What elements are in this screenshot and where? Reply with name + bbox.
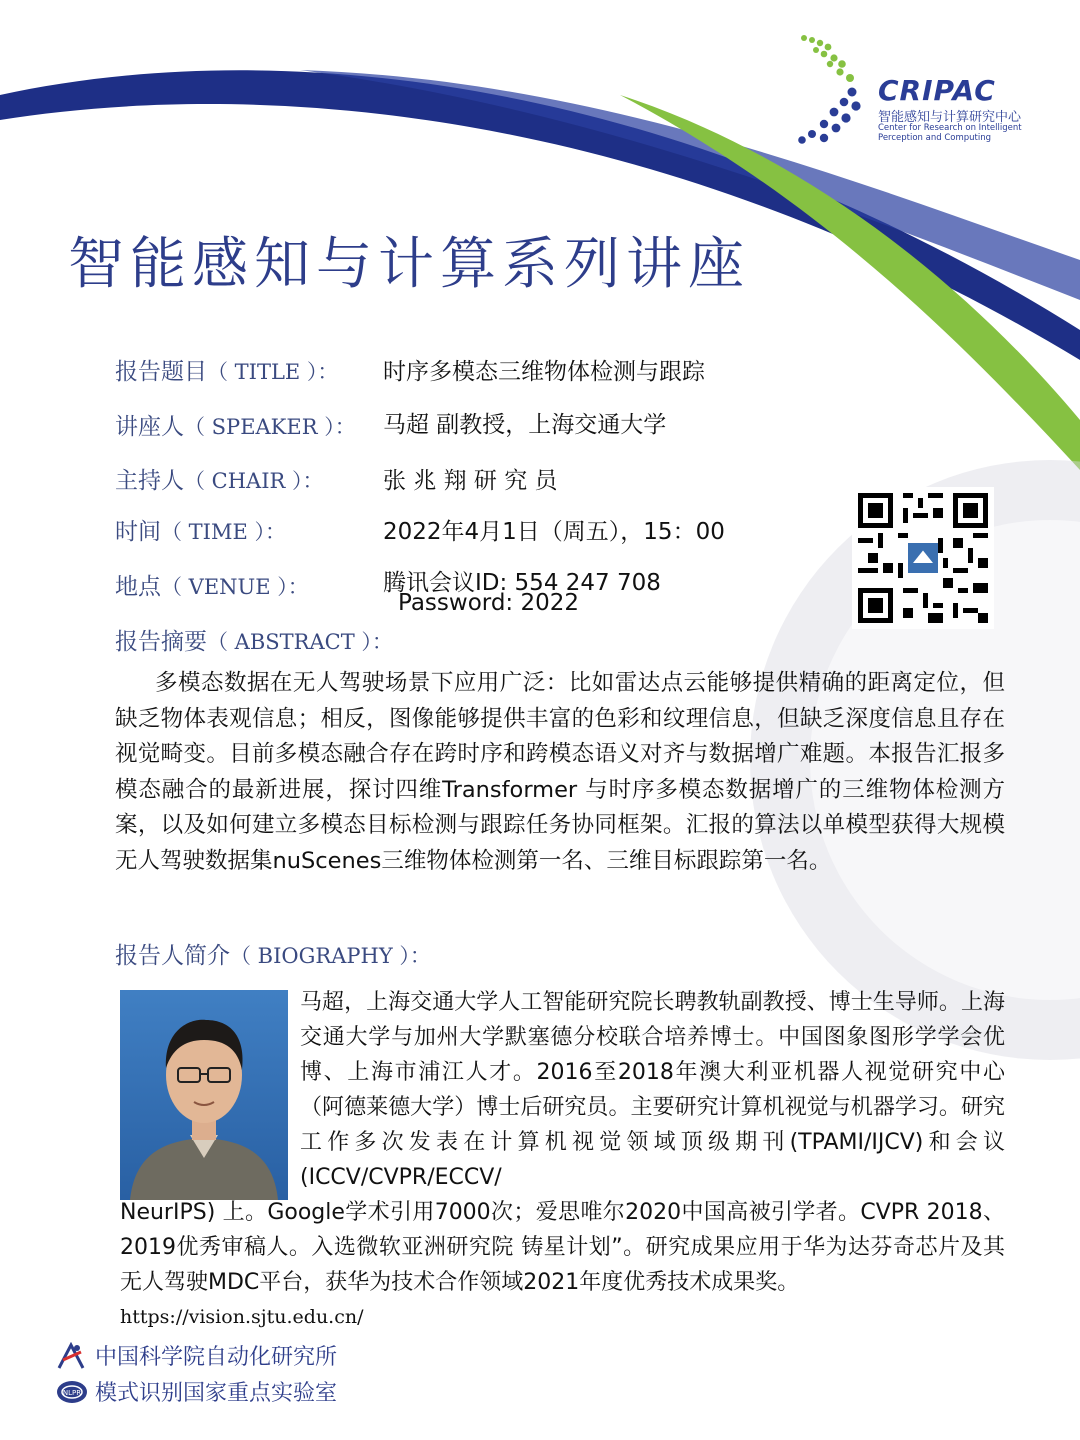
abstract-label-cn: 报告摘要: [115, 629, 207, 655]
speaker-label-cn: 讲座人: [115, 414, 184, 440]
nlpr-logo-icon: [55, 1378, 89, 1406]
cripac-logo-en-line1: Center for Research on Intelligent: [878, 123, 1022, 133]
title-value: 时序多模态三维物体检测与跟踪: [383, 359, 705, 385]
cripac-dots-icon: [790, 30, 870, 150]
page-title: 智能感知与计算系列讲座: [68, 232, 750, 297]
speaker-label-en: （ SPEAKER ）：: [184, 415, 356, 439]
chair-label-en: （ CHAIR ）：: [184, 469, 324, 493]
biography-text-part1: 马超，上海交通大学人工智能研究院长聘教轨副教授、博士生导师。上海交通大学与加州大学默塞德分校联合培养博士。中国图象图形学学会优博、上海市浦江人才。2016至2018年澳大利亚机器人视觉研究中心（阿德莱德大学）博士后研究员。主要研究计算机视觉与机器学习。研究工作多次发表在计算机视觉领域顶级期刊(TPAMI/IJCV)和会议 (ICCV/CVPR/ECCV/: [300, 990, 1005, 1190]
abstract-label-en: （ ABSTRACT ）：: [207, 630, 393, 654]
qr-code[interactable]: [852, 487, 994, 629]
biography-label-cn: 报告人简介: [115, 943, 230, 969]
biography-url[interactable]: https://vision.sjtu.edu.cn/: [120, 1306, 364, 1328]
time-value: 2022年4月1日（周五），15：00: [383, 519, 725, 545]
svg-text:NLPR: NLPR: [62, 1388, 82, 1397]
speaker-photo: [120, 990, 288, 1200]
title-label: [115, 353, 338, 386]
casia-logo-icon: [55, 1342, 89, 1370]
biography-text-part2: NeurIPS) 上。Google学术引用7000次；爱思唯尔2020中国高被引学者。CVPR 2018、2019优秀审稿人。入选微软亚洲研究院 铸星计划”。研究成果应用于华为达芬奇芯片及其无人驾驶MDC平台，获华为技术合作领域2021年度优秀技术成果奖。: [120, 1200, 1005, 1295]
venue-password: Password: 2022: [398, 590, 580, 616]
venue-value: 腾讯会议ID: 554 247 708: [383, 570, 661, 596]
venue-label-cn: 地点: [115, 574, 161, 600]
venue-label-en: （ VENUE ）：: [161, 575, 309, 599]
time-label-en: （ TIME ）：: [161, 520, 286, 544]
speaker-label: [115, 408, 356, 441]
cripac-logo-en: [878, 123, 1058, 143]
venue-label: [115, 568, 309, 601]
abstract-label: [115, 623, 393, 656]
chair-value: 张 兆 翔 研 究 员: [383, 468, 558, 494]
title-label-cn: 报告题目: [115, 359, 207, 385]
chair-label: [115, 462, 324, 495]
footer-org1: [55, 1340, 337, 1371]
biography-label: [115, 937, 431, 970]
biography-label-en: （ BIOGRAPHY ）：: [230, 944, 431, 968]
cripac-logo-name: CRIPAC: [878, 74, 996, 107]
footer-org2-text: 模式识别国家重点实验室: [95, 1381, 338, 1406]
footer-org1-text: 中国科学院自动化研究所: [95, 1345, 338, 1370]
qr-code-icon: [858, 493, 988, 623]
speaker-value: 马超 副教授，上海交通大学: [383, 412, 667, 438]
time-label-cn: 时间: [115, 519, 161, 545]
abstract-text: 多模态数据在无人驾驶场景下应用广泛：比如雷达点云能够提供精确的距离定位，但缺乏物体表观信息；相反，图像能够提供丰富的色彩和纹理信息，但缺乏深度信息且存在视觉畸变。目前多模态融合存在跨时序和跨模态语义对齐与数据增广难题。本报告汇报多模态融合的最新进展，探讨四维Transformer 与时序多模态数据增广的三维物体检测方案，以及如何建立多模态目标检测与跟踪任务协同框架。汇报的算法以单模型获得大规模无人驾驶数据集nuScenes三维物体检测第一名、三维目标跟踪第一名。: [115, 670, 1005, 874]
footer-org2: [55, 1376, 337, 1407]
time-label: [115, 513, 286, 546]
title-label-en: （ TITLE ）：: [207, 360, 339, 384]
cripac-logo-cn: 智能感知与计算研究中心: [878, 110, 1022, 125]
chair-label-cn: 主持人: [115, 468, 184, 494]
cripac-logo-en-line2: Perception and Computing: [878, 133, 992, 143]
